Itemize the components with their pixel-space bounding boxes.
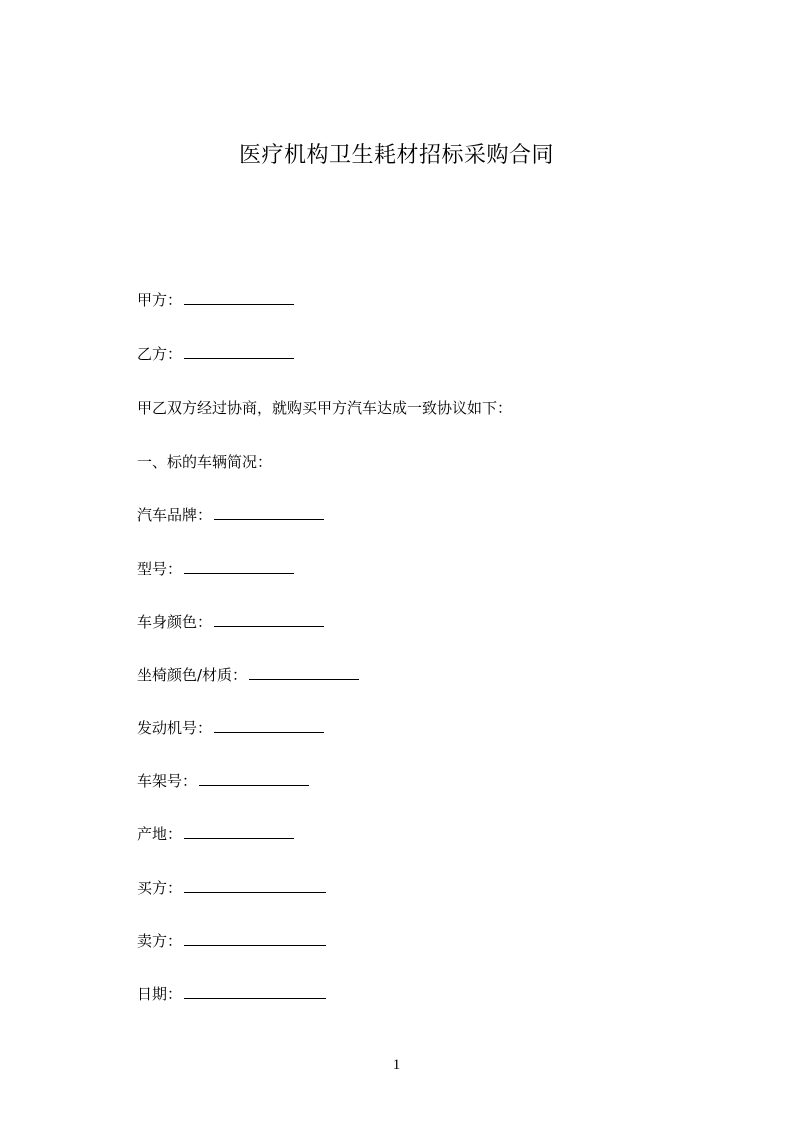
date-label: 日期： (137, 985, 183, 1003)
engine-no-blank (214, 719, 324, 733)
buyer-blank (184, 879, 326, 893)
seat-blank (249, 666, 359, 680)
frame-no-line (137, 771, 309, 791)
party-a-blank (184, 291, 294, 305)
origin-label: 产地： (137, 825, 183, 843)
party-b-blank (184, 345, 294, 359)
party-b-label: 乙方： (137, 345, 183, 363)
model-blank (184, 560, 294, 574)
seller-line (137, 931, 326, 951)
engine-no-line (137, 718, 324, 738)
model-label: 型号： (137, 560, 183, 578)
page-number: 1 (392, 1057, 401, 1073)
origin-blank (184, 825, 294, 839)
origin-line (137, 824, 294, 844)
intro-paragraph: 甲乙双方经过协商，就购买甲方汽车达成一致协议如下： (137, 399, 513, 417)
frame-no-blank (199, 772, 309, 786)
car-brand-label: 汽车品牌： (137, 506, 213, 524)
buyer-label: 买方： (137, 879, 183, 897)
seat-label: 坐椅颜色/材质： (137, 666, 248, 684)
model-line (137, 559, 294, 579)
seller-blank (184, 932, 326, 946)
car-brand-line (137, 505, 324, 525)
seat-line (137, 665, 359, 685)
body-color-blank (214, 613, 324, 627)
date-line (137, 984, 326, 1004)
body-color-label: 车身颜色： (137, 613, 213, 631)
buyer-line (137, 878, 326, 898)
party-a-line (137, 290, 294, 310)
engine-no-label: 发动机号： (137, 719, 213, 737)
seller-label: 卖方： (137, 932, 183, 950)
document-title: 医疗机构卫生耗材招标采购合同 (238, 143, 554, 168)
car-brand-blank (214, 506, 324, 520)
body-color-line (137, 612, 324, 632)
party-a-label: 甲方： (137, 291, 183, 309)
party-b-line (137, 344, 294, 364)
section-1-heading: 一、标的车辆简况： (137, 453, 273, 471)
frame-no-label: 车架号： (137, 772, 198, 790)
date-blank (184, 985, 326, 999)
